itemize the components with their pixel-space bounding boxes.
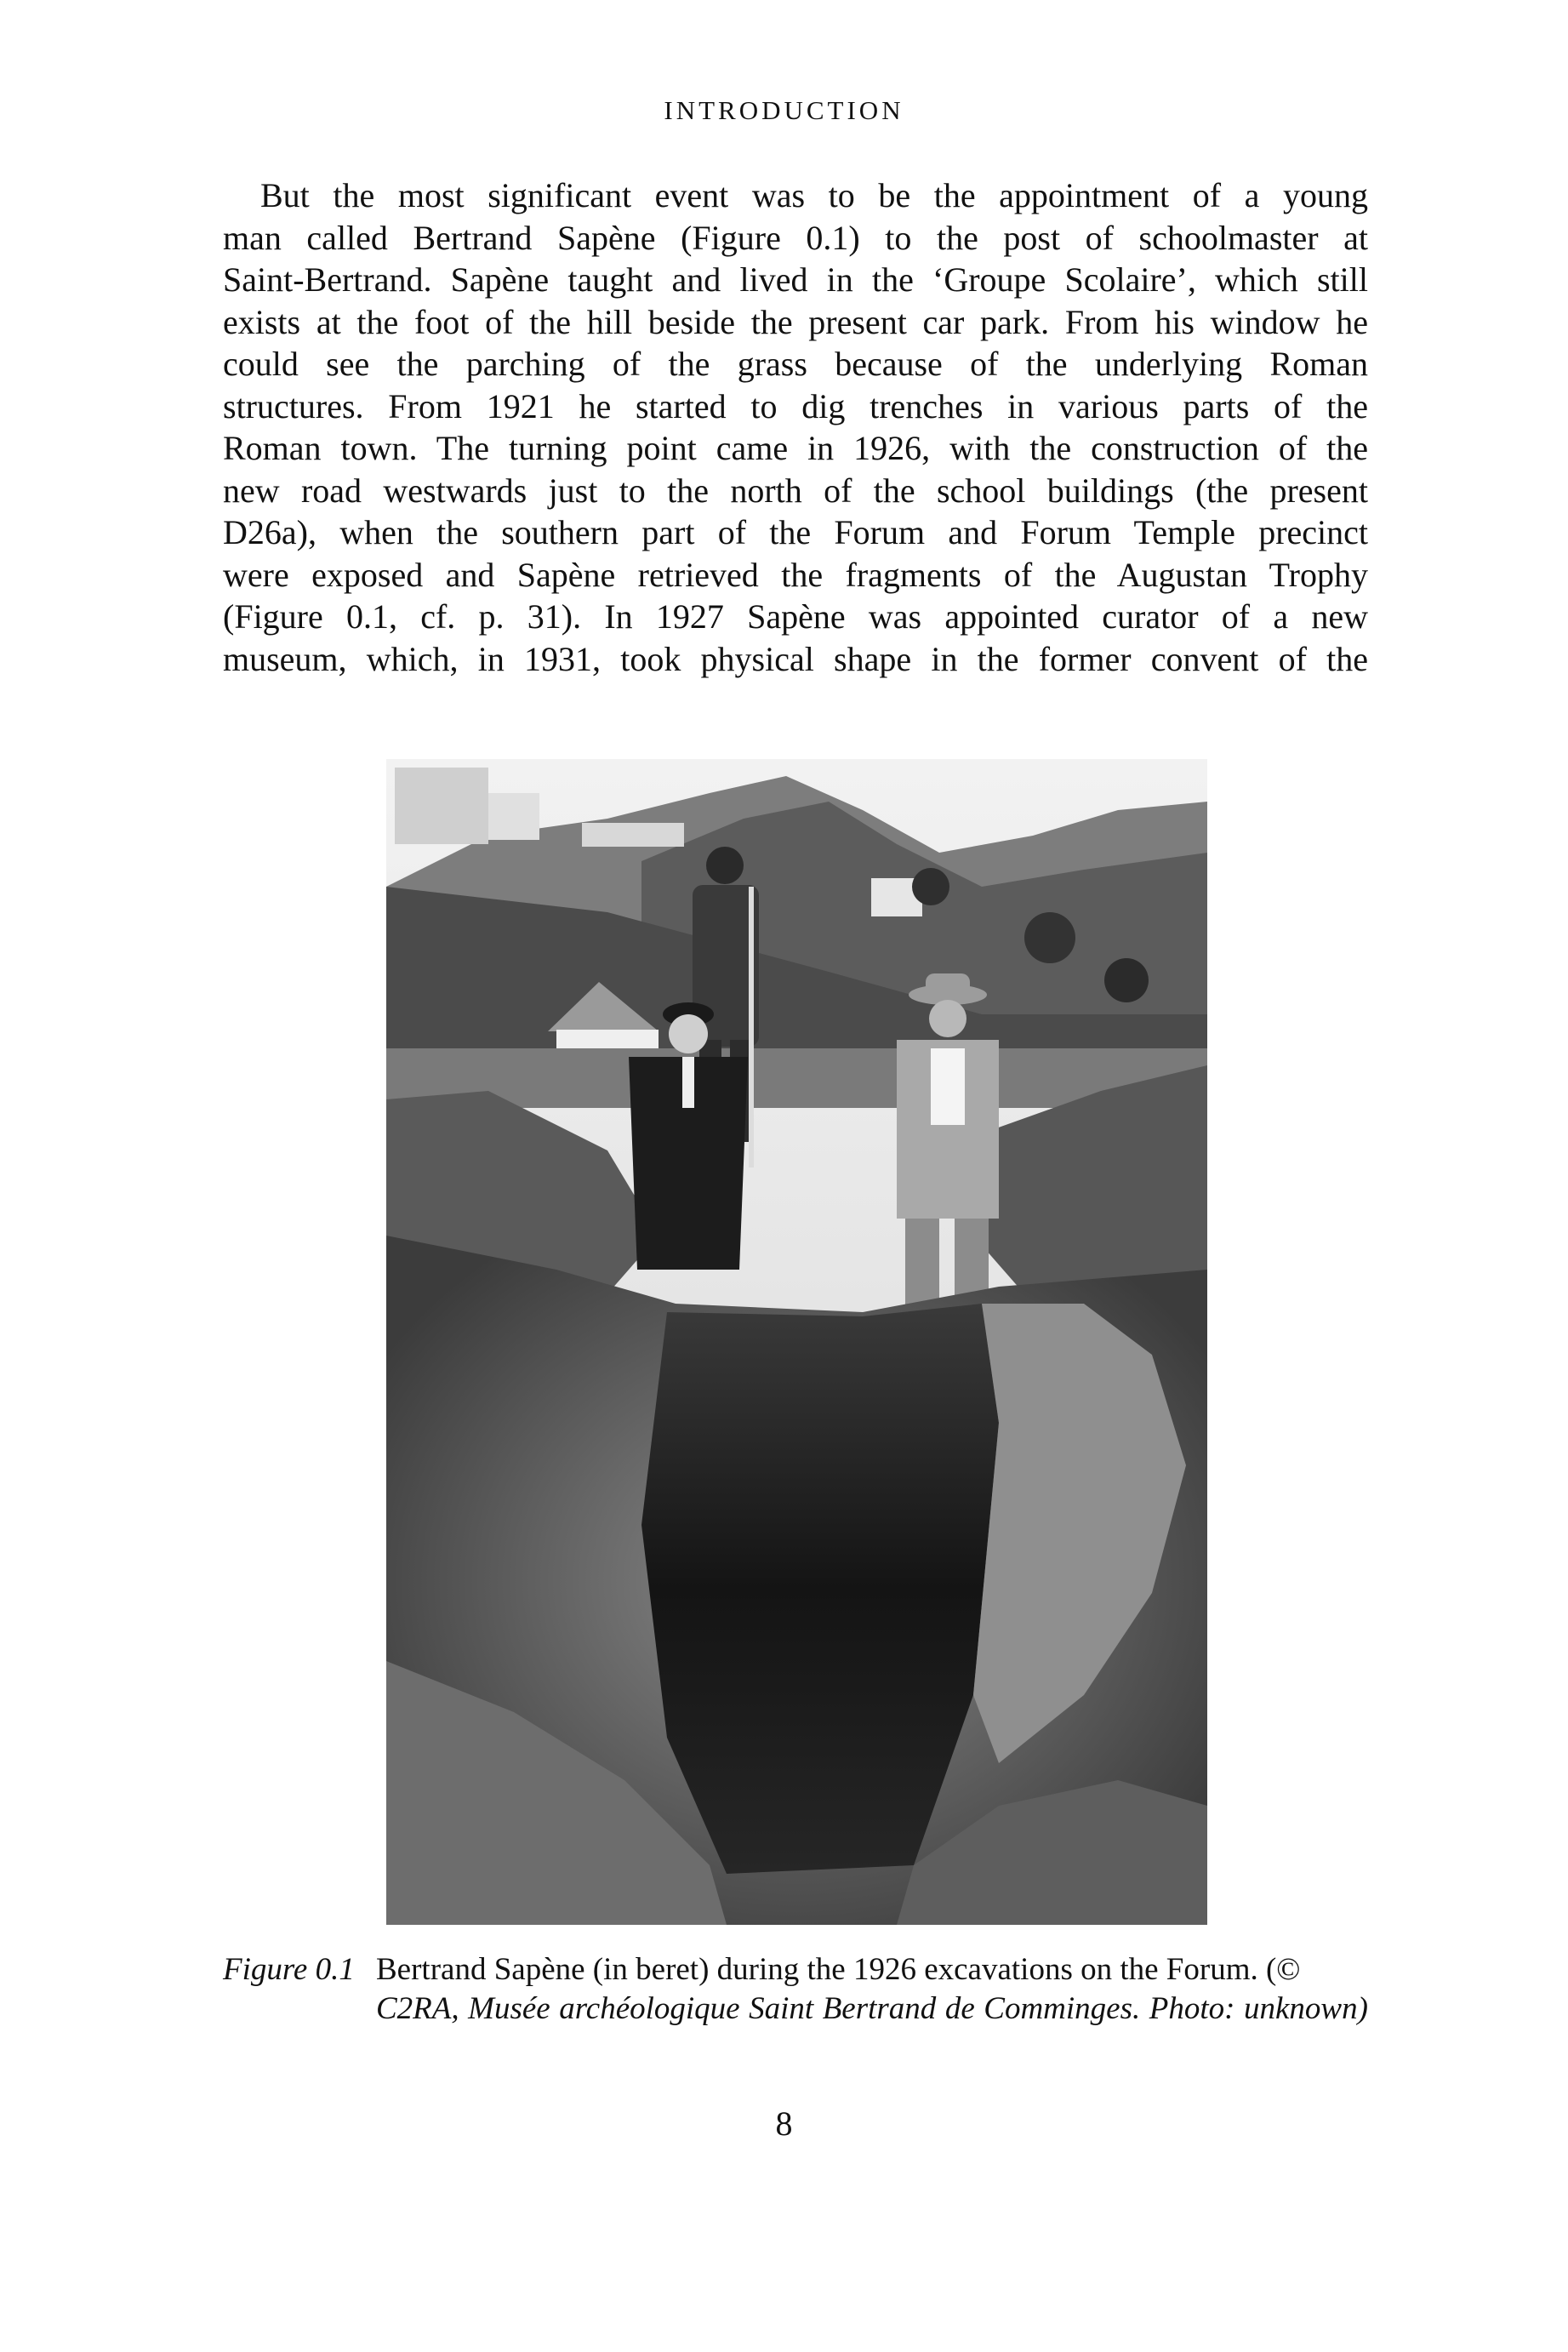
- caption-word: Saint: [749, 1991, 814, 2026]
- caption-word: Comminges.: [984, 1991, 1141, 2026]
- running-head: INTRODUCTION: [664, 95, 904, 125]
- paragraph-line: (Figure 0.1, cf. p. 31). In 1927 Sapène was appointed curator of a new: [223, 597, 1368, 636]
- paragraph-line: D26a), when the southern part of the Forum and Forum Temple precinct: [223, 513, 1368, 551]
- caption-word: archéologique: [559, 1991, 740, 2026]
- paragraph-line: Roman town. The turning point came in 1926, with the construction of the: [223, 429, 1368, 467]
- paragraph-line: new road westwards just to the north of the school buildings (the present: [223, 471, 1368, 510]
- page-number: 8: [775, 2104, 793, 2143]
- figure-caption: [223, 1950, 1368, 2029]
- paragraph-line: museum, which, in 1931, took physical shape in the former convent of the: [223, 639, 1368, 678]
- body-paragraph: [223, 174, 1368, 680]
- figure-label: Figure 0.1: [223, 1952, 355, 1987]
- caption-line-1: [223, 1950, 1368, 1989]
- paragraph-line: could see the parching of the grass because of the underlying Roman: [223, 345, 1368, 383]
- paragraph-line: exists at the foot of the hill beside the present car park. From his window he: [223, 302, 1368, 341]
- excavation-photograph: [386, 759, 1207, 1925]
- photo-illustration: [386, 759, 1207, 1925]
- caption-word: de: [944, 1991, 975, 2026]
- caption-word: unknown): [1244, 1991, 1368, 2026]
- caption-text-1: Bertrand Sapène (in beret) during the 1926 excavations on the Forum. (©: [376, 1952, 1301, 1987]
- paragraph-line: were exposed and Sapène retrieved the fragments of the Augustan Trophy: [223, 555, 1368, 594]
- caption-word: Musée: [468, 1991, 550, 2026]
- caption-word: Photo:: [1149, 1991, 1235, 2026]
- paragraph-line: Saint-Bertrand. Sapène taught and lived in the ‘Groupe Scolaire’, which still: [223, 260, 1368, 299]
- paragraph-line: man called Bertrand Sapène (Figure 0.1) to the post of schoolmaster at: [223, 218, 1368, 257]
- caption-line-2: [223, 1989, 1368, 2029]
- caption-word: Bertrand: [822, 1991, 937, 2026]
- paragraph-line: structures. From 1921 he started to dig trenches in various parts of the: [223, 386, 1368, 425]
- caption-word: C2RA,: [376, 1991, 459, 2026]
- paragraph-line: But the most significant event was to be the appointment of a young: [260, 176, 1368, 214]
